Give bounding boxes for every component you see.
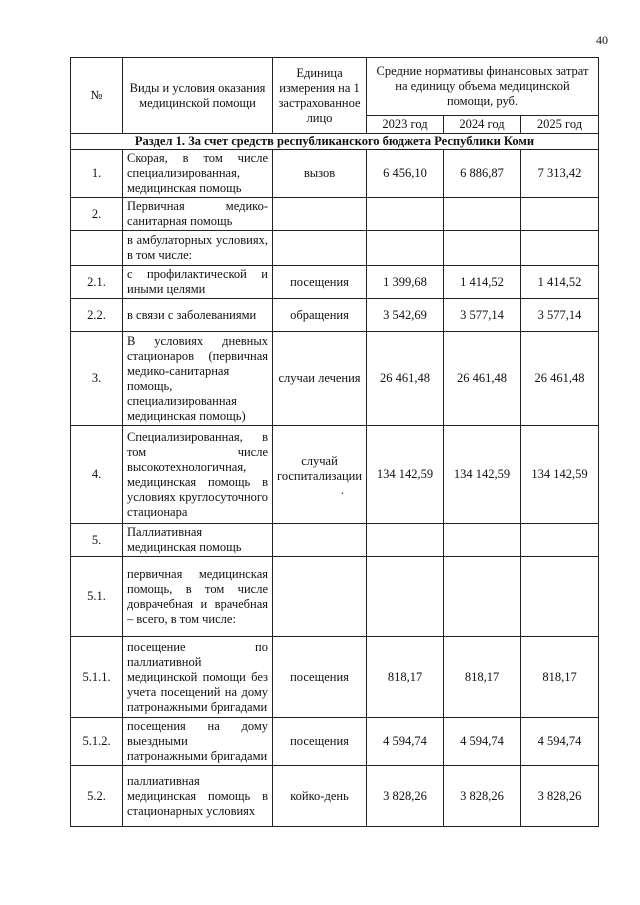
row-unit: посещения: [273, 718, 367, 766]
section-title: Раздел 1. За счет средств республиканского бюджета Республики Коми: [71, 134, 599, 150]
row-value-2023: 4 594,74: [367, 718, 444, 766]
row-number: 2.: [71, 198, 123, 231]
row-value-2023: 3 828,26: [367, 766, 444, 827]
row-unit: [273, 231, 367, 266]
row-value-2023: [367, 557, 444, 637]
row-value-2023: [367, 524, 444, 557]
row-unit: случай госпитализации: [277, 453, 363, 483]
row-value-2023: 3 542,69: [367, 299, 444, 332]
row-number: 3.: [71, 332, 123, 426]
page-number: 40: [596, 33, 608, 47]
row-value-2023: 1 399,68: [367, 266, 444, 299]
row-value-2024: [444, 557, 521, 637]
row-care-type: В условиях дневных стационаров (первичная медико-санитарная помощь, специализированная медицинская помощь): [123, 332, 273, 426]
row-value-2024: 818,17: [444, 637, 521, 718]
table-row: [71, 426, 599, 524]
row-value-2024: 134 142,59: [444, 426, 521, 524]
row-care-type: Первичная медико-санитарная помощь: [123, 198, 273, 231]
row-value-2023: 818,17: [367, 637, 444, 718]
row-value-2025: 3 828,26: [521, 766, 599, 827]
row-care-type: с профилактической и иными целями: [123, 266, 273, 299]
row-care-type: первичная медицинская помощь, в том числе доврачебная и врачебная – всего, в том числе:: [123, 557, 273, 637]
row-value-2024: [444, 524, 521, 557]
row-number: 4.: [71, 426, 123, 524]
row-value-2025: 3 577,14: [521, 299, 599, 332]
row-care-type: Скорая, в том числе специализированная, медицинская помощь: [123, 150, 273, 198]
table-row: [71, 524, 599, 557]
row-number: 5.1.1.: [71, 637, 123, 718]
row-value-2024: 6 886,87: [444, 150, 521, 198]
row-value-2024: 4 594,74: [444, 718, 521, 766]
row-unit: случаи лечения: [273, 332, 367, 426]
row-value-2023: 134 142,59: [367, 426, 444, 524]
table-row: [71, 766, 599, 827]
row-value-2023: [367, 231, 444, 266]
table-row: [71, 266, 599, 299]
row-care-type: посещение по паллиативной медицинской помощи без учета посещений на дому патронажными бригадами: [123, 637, 273, 718]
stray-mark: .: [340, 482, 344, 497]
header-number: №: [71, 58, 123, 134]
row-value-2024: 1 414,52: [444, 266, 521, 299]
row-unit: [273, 557, 367, 637]
row-value-2025: [521, 198, 599, 231]
row-value-2024: [444, 198, 521, 231]
table-row: [71, 299, 599, 332]
row-value-2025: [521, 231, 599, 266]
row-unit: обращения: [273, 299, 367, 332]
row-value-2025: 134 142,59: [521, 426, 599, 524]
row-number: 2.1.: [71, 266, 123, 299]
row-unit: вызов: [273, 150, 367, 198]
row-care-type: посещения на дому выездными патронажными бригадами: [123, 718, 273, 766]
row-value-2024: 26 461,48: [444, 332, 521, 426]
row-care-type: Паллиативная медицинская помощь: [123, 524, 273, 557]
row-care-type: паллиативная медицинская помощь в стационарных условиях: [123, 766, 273, 827]
header-year-2023: 2023 год: [367, 116, 444, 134]
section-row: [71, 134, 599, 150]
row-number: [71, 231, 123, 266]
financial-norms-table: [70, 57, 599, 827]
row-value-2025: 4 594,74: [521, 718, 599, 766]
row-value-2025: [521, 557, 599, 637]
row-value-2025: [521, 524, 599, 557]
row-value-2023: [367, 198, 444, 231]
header-cost-norms: Средние нормативы финансовых затрат на единицу объема медицинской помощи, руб.: [367, 58, 599, 116]
table-row: [71, 332, 599, 426]
row-care-type: в связи с заболеваниями: [123, 299, 273, 332]
row-value-2025: 1 414,52: [521, 266, 599, 299]
row-unit: койко-день: [273, 766, 367, 827]
row-unit: [273, 198, 367, 231]
header-year-2024: 2024 год: [444, 116, 521, 134]
row-value-2024: [444, 231, 521, 266]
row-number: 5.: [71, 524, 123, 557]
row-value-2025: 7 313,42: [521, 150, 599, 198]
table-row: [71, 637, 599, 718]
row-unit: посещения: [273, 266, 367, 299]
row-unit: [273, 524, 367, 557]
row-number: 2.2.: [71, 299, 123, 332]
row-value-2023: 6 456,10: [367, 150, 444, 198]
header-unit: Единица измерения на 1 застрахованное лицо: [273, 58, 367, 134]
row-unit: посещения: [273, 637, 367, 718]
row-number: 5.1.2.: [71, 718, 123, 766]
row-value-2025: 26 461,48: [521, 332, 599, 426]
table-row: [71, 718, 599, 766]
table-row: [71, 557, 599, 637]
row-value-2024: 3 577,14: [444, 299, 521, 332]
table-row: [71, 231, 599, 266]
header-care-type: Виды и условия оказания медицинской помощи: [123, 58, 273, 134]
header-year-2025: 2025 год: [521, 116, 599, 134]
row-number: 5.1.: [71, 557, 123, 637]
row-unit-cell: [273, 426, 367, 524]
table-row: [71, 198, 599, 231]
row-value-2024: 3 828,26: [444, 766, 521, 827]
row-value-2025: 818,17: [521, 637, 599, 718]
row-number: 1.: [71, 150, 123, 198]
row-number: 5.2.: [71, 766, 123, 827]
row-care-type: Специализированная, в том числе высокотехнологичная, медицинская помощь в условиях круглосуточного стационара: [123, 426, 273, 524]
row-care-type: в амбулаторных условиях, в том числе:: [123, 231, 273, 266]
table-row: [71, 150, 599, 198]
row-value-2023: 26 461,48: [367, 332, 444, 426]
